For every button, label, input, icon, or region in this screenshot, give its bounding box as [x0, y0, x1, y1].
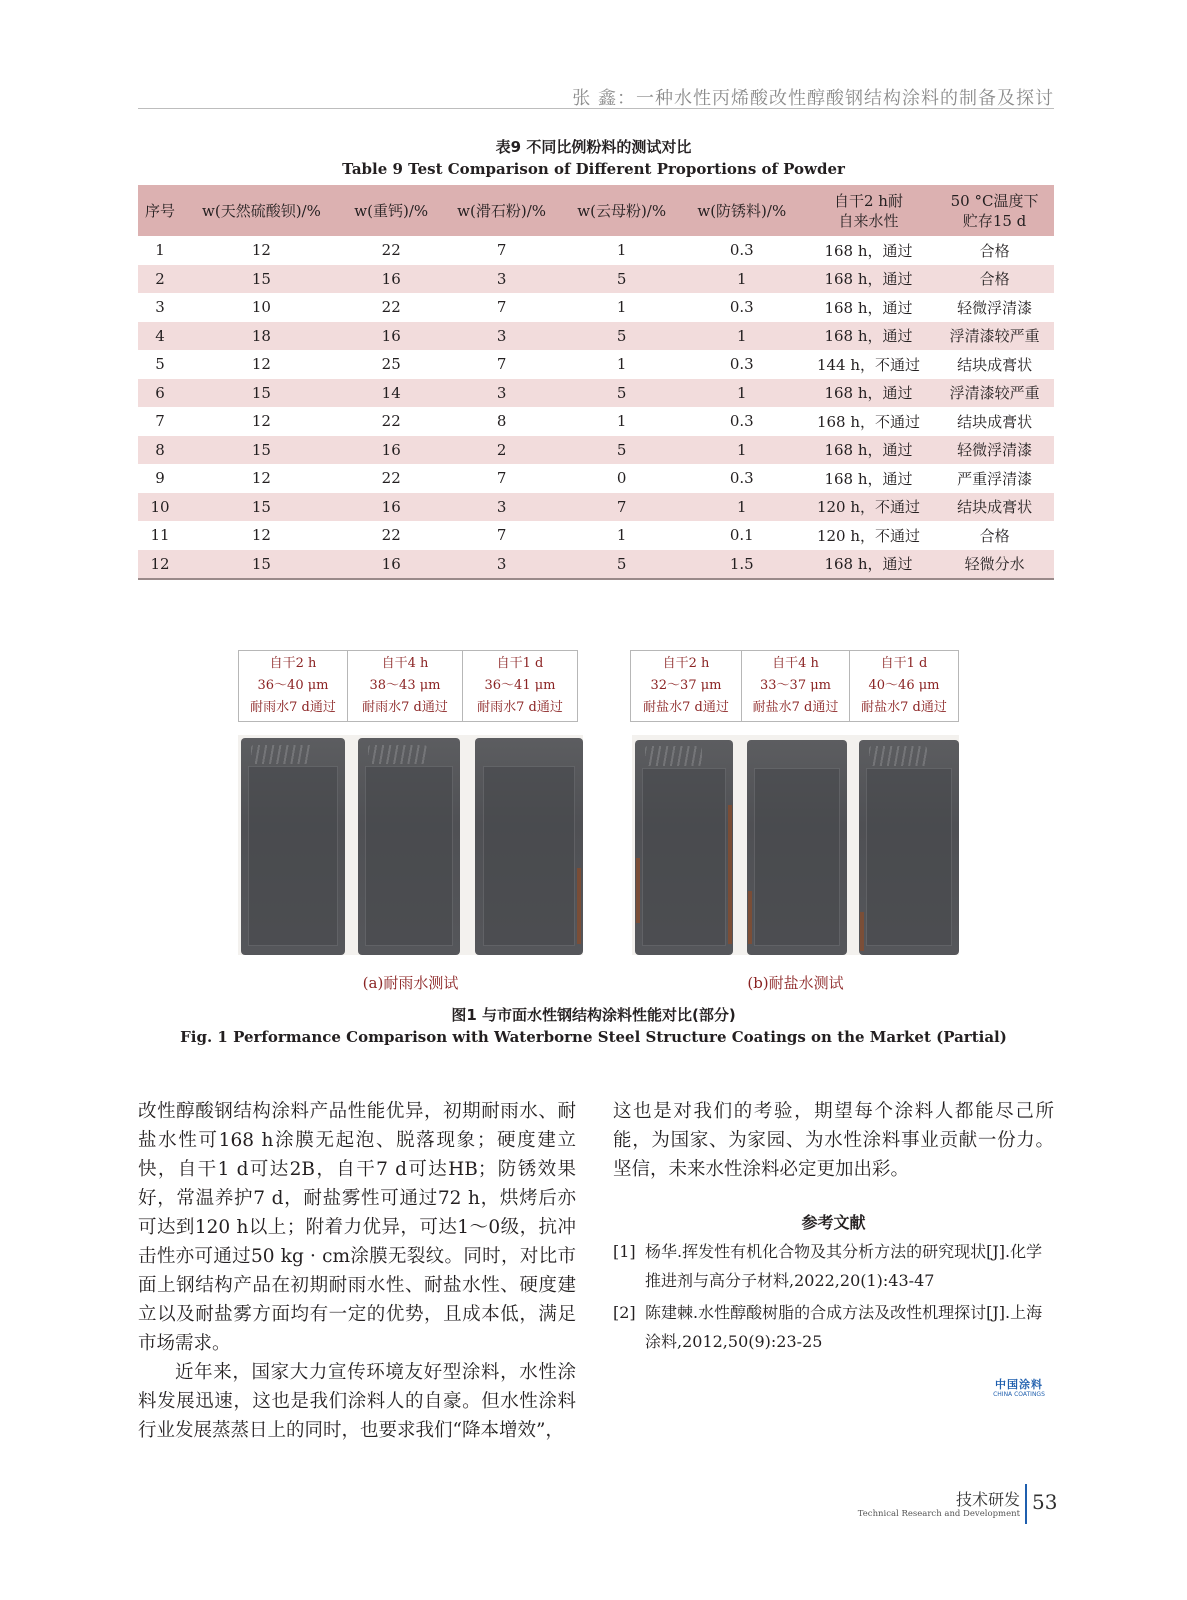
label-line: 33～37 μm	[760, 678, 831, 693]
table-row	[138, 379, 1054, 408]
table-cell: 7	[496, 526, 507, 545]
label-line: 耐盐水7 d通过	[752, 700, 839, 715]
table-cell: 7	[496, 298, 507, 317]
table-cell: 5	[155, 355, 165, 374]
figure-subcaption-a: (a)耐雨水测试	[362, 974, 459, 992]
table-caption-en: Table 9 Test Comparison of Different Proportions of Powder	[342, 160, 845, 178]
figure-subcaption-b: (b)耐盐水测试	[747, 974, 844, 992]
reference-text: 陈建棘.水性醇酸树脂的合成方法及改性机理探讨[J].上海涂料,2012,50(9):23-25	[645, 1303, 1043, 1351]
label-line: 耐雨水7 d通过	[477, 700, 563, 715]
figure-label-a2	[347, 650, 463, 722]
test-panel-photo-b3	[859, 740, 959, 955]
table-cell: 严重浮清漆	[957, 469, 1033, 488]
label-line: 自干4 h	[772, 656, 819, 671]
table-cell: 10	[251, 298, 271, 317]
table-cell: 0.3	[729, 412, 754, 431]
table-cell: 合格	[979, 526, 1010, 545]
table-body	[138, 236, 1054, 579]
table-row	[138, 493, 1054, 522]
figure-caption-en: Fig. 1 Performance Comparison with Waterborne Steel Structure Coatings on the Market (Partial)	[180, 1028, 1007, 1046]
column-header: 序号	[138, 185, 182, 236]
table-cell: 12	[138, 550, 182, 580]
references-heading: 参考文献	[801, 1213, 866, 1232]
table-cell: 168 h，通过	[802, 379, 935, 408]
table-cell: 168 h，通过	[802, 265, 935, 294]
table-cell: 3	[442, 493, 562, 522]
figure-label-b1	[630, 650, 742, 722]
table-cell: 144 h，不通过	[816, 355, 921, 374]
test-panel-photo-a2	[358, 738, 460, 955]
footer-section-cn: 技术研发	[955, 1490, 1020, 1509]
table-header-row	[138, 185, 1054, 236]
column-header: 50 °C温度下 贮存15 d	[935, 185, 1054, 236]
table-cell: 0	[616, 469, 627, 488]
table-cell: 16	[341, 265, 442, 294]
table-cell: 14	[341, 379, 442, 408]
table-row	[138, 407, 1054, 436]
table-cell: 22	[381, 241, 401, 260]
table-cell: 结块成膏状	[957, 355, 1033, 374]
table-cell: 7	[496, 241, 507, 260]
body-paragraph: 改性醇酸钢结构涂料产品性能优异，初期耐雨水、耐盐水性可168 h涂膜无起泡、脱落现象；硬度建立快，自干1 d可达2B，自干7 d可达HB；防锈效果好，常温养护7 d，耐盐雾性可通过72 h，烘烤后亦可达到120 h以上；附着力优异，可达1～0级，抗冲击性亦可通过50 kg · cm涂膜无裂纹。同时，对比市面上钢结构产品在初期耐雨水性、耐盐水性、硬度建立以及耐盐雾方面均有一定的优势，且成本低，满足市场需求。	[138, 1101, 576, 1354]
table-cell: 12	[251, 469, 271, 488]
table-cell: 11	[150, 526, 170, 545]
table-cell: 7	[562, 493, 682, 522]
label-line: 36～40 μm	[257, 678, 329, 693]
table-cell: 结块成膏状	[957, 412, 1033, 431]
table-cell: 8	[496, 412, 507, 431]
table-cell: 0.1	[729, 526, 754, 545]
table-cell: 168 h，通过	[824, 298, 913, 317]
table-cell: 18	[182, 322, 341, 351]
table-cell: 12	[251, 526, 271, 545]
body-right-column	[613, 1097, 1054, 1184]
table-cell: 0.3	[729, 298, 754, 317]
body-left-column	[138, 1097, 576, 1445]
table-cell: 合格	[979, 241, 1010, 260]
table-cell: 120 h，不通过	[816, 526, 921, 545]
figure-label-a3	[462, 650, 578, 722]
table-caption-cn: 表9 不同比例粉料的测试对比	[495, 138, 692, 156]
footer-divider	[1025, 1484, 1027, 1524]
column-header: w(天然硫酸钡)/%	[182, 185, 341, 236]
table-row	[138, 322, 1054, 351]
table-cell: 7	[155, 412, 165, 431]
label-line: 耐雨水7 d通过	[362, 700, 448, 715]
table-cell: 120 h，不通过	[802, 493, 935, 522]
table-cell: 轻微浮清漆	[957, 298, 1033, 317]
table-cell: 浮清漆较严重	[935, 379, 1054, 408]
table-cell: 浮清漆较严重	[935, 322, 1054, 351]
table-cell: 7	[496, 355, 507, 374]
table-cell: 0.3	[729, 355, 754, 374]
label-line: 自干2 h	[269, 656, 317, 671]
table-cell: 1	[616, 298, 627, 317]
figure-label-b3	[849, 650, 959, 722]
column-header: 自干2 h耐 自来水性	[802, 185, 935, 236]
table-cell: 1	[616, 526, 627, 545]
table-row	[138, 464, 1054, 493]
table-cell: 5	[562, 265, 682, 294]
body-paragraph: 近年来，国家大力宣传环境友好型涂料，水性涂料发展迅速，这也是我们涂料人的自豪。但水性涂料行业发展蒸蒸日上的同时，也要求我们“降本增效”，	[138, 1362, 576, 1441]
label-line: 耐盐水7 d通过	[643, 700, 729, 715]
table-cell: 0.3	[729, 469, 754, 488]
logo-text-cn: 中国涂料	[995, 1378, 1043, 1391]
table-cell: 1	[682, 379, 802, 408]
table-cell: 1	[155, 241, 165, 260]
table-cell: 轻微浮清漆	[935, 436, 1054, 465]
table-cell: 1	[682, 493, 802, 522]
reference-text: 杨华.挥发性有机化合物及其分析方法的研究现状[J].化学推进剂与高分子材料,2022,20(1):43-47	[645, 1242, 1043, 1290]
table-cell: 168 h，通过	[802, 436, 935, 465]
table-cell: 168 h，通过	[824, 469, 913, 488]
table-row	[138, 350, 1054, 379]
table-cell: 25	[381, 355, 401, 374]
label-line: 耐雨水7 d通过	[250, 700, 336, 715]
label-line: 40～46 μm	[868, 678, 940, 693]
table-cell: 22	[381, 526, 401, 545]
label-line: 38～43 μm	[369, 678, 441, 693]
table-cell: 结块成膏状	[935, 493, 1054, 522]
table-cell: 1	[682, 265, 802, 294]
table-cell: 10	[138, 493, 182, 522]
table-cell: 3	[442, 265, 562, 294]
table-cell: 3	[442, 322, 562, 351]
logo-text-en: CHINA COATINGS	[993, 1391, 1045, 1398]
table-cell: 1	[616, 241, 627, 260]
running-header: 张 鑫：一种水性丙烯酸改性醇酸钢结构涂料的制备及探讨	[572, 88, 1054, 109]
test-panel-photo-b1	[635, 740, 733, 955]
label-line: 32～37 μm	[650, 678, 722, 693]
table-cell: 1	[682, 436, 802, 465]
table-cell: 16	[341, 493, 442, 522]
table-cell: 15	[182, 265, 341, 294]
reference-item	[613, 1298, 1054, 1356]
table-row	[138, 293, 1054, 322]
reference-item	[613, 1237, 1054, 1295]
column-header: w(重钙)/%	[341, 185, 442, 236]
label-line: 自干1 d	[496, 656, 544, 671]
table-row	[138, 550, 1054, 580]
table-cell: 15	[182, 550, 341, 580]
table-cell: 8	[138, 436, 182, 465]
table-cell: 3	[442, 379, 562, 408]
column-header: w(防锈料)/%	[682, 185, 802, 236]
test-panel-photo-a3	[475, 738, 583, 955]
table-cell: 5	[562, 322, 682, 351]
table-cell: 22	[381, 298, 401, 317]
table-cell: 9	[155, 469, 165, 488]
table-cell: 2	[138, 265, 182, 294]
table-cell: 168 h，通过	[802, 322, 935, 351]
reference-number: [2]	[613, 1303, 636, 1322]
body-paragraph: 这也是对我们的考验，期望每个涂料人都能尽己所能，为国家、为家园、为水性涂料事业贡献一份力。坚信，未来水性涂料必定更加出彩。	[613, 1101, 1054, 1180]
table-cell: 3	[442, 550, 562, 580]
table-cell: 轻微分水	[935, 550, 1054, 580]
label-line: 36～41 μm	[484, 678, 556, 693]
table-cell: 16	[341, 322, 442, 351]
china-coatings-logo	[980, 1376, 1058, 1398]
table-cell: 7	[496, 469, 507, 488]
table-cell: 15	[182, 379, 341, 408]
table-cell: 1	[682, 322, 802, 351]
table-cell: 2	[442, 436, 562, 465]
footer-section-en: Technical Research and Development	[857, 1509, 1020, 1519]
table-cell: 1	[616, 355, 627, 374]
label-line: 自干2 h	[662, 656, 710, 671]
figure-label-a1	[238, 650, 348, 722]
column-header: w(滑石粉)/%	[442, 185, 562, 236]
table-cell: 5	[562, 436, 682, 465]
table-cell: 5	[562, 379, 682, 408]
label-line: 自干1 d	[880, 656, 928, 671]
table-cell: 16	[341, 436, 442, 465]
table-cell: 22	[381, 469, 401, 488]
table-row	[138, 265, 1054, 294]
table-cell: 16	[341, 550, 442, 580]
column-header: w(云母粉)/%	[562, 185, 682, 236]
label-line: 自干4 h	[381, 656, 429, 671]
table-cell: 15	[182, 436, 341, 465]
reference-number: [1]	[613, 1242, 636, 1261]
table-row	[138, 436, 1054, 465]
label-line: 耐盐水7 d通过	[861, 700, 947, 715]
header-rule	[138, 108, 1054, 109]
table-cell: 3	[155, 298, 165, 317]
figure-caption-cn: 图1 与市面水性钢结构涂料性能对比(部分)	[451, 1006, 736, 1024]
table-cell: 合格	[935, 265, 1054, 294]
figure-label-b2	[741, 650, 850, 722]
test-panel-photo-b2	[747, 740, 847, 955]
table-cell: 1	[616, 412, 627, 431]
test-panel-photo-a1	[241, 738, 345, 955]
table-cell: 6	[138, 379, 182, 408]
table-cell: 168 h，通过	[802, 550, 935, 580]
table-row	[138, 236, 1054, 265]
table-cell: 4	[138, 322, 182, 351]
table-cell: 5	[562, 550, 682, 580]
data-table	[138, 185, 1054, 580]
table-cell: 0.3	[729, 241, 754, 260]
table-row	[138, 521, 1054, 550]
table-cell: 12	[251, 241, 271, 260]
table-cell: 12	[251, 355, 271, 374]
page-number: 53	[1032, 1490, 1058, 1514]
table-cell: 15	[182, 493, 341, 522]
table-cell: 12	[251, 412, 271, 431]
table-cell: 22	[381, 412, 401, 431]
table-cell: 168 h，不通过	[816, 412, 921, 431]
table-cell: 168 h，通过	[824, 241, 913, 260]
table-cell: 1.5	[682, 550, 802, 580]
